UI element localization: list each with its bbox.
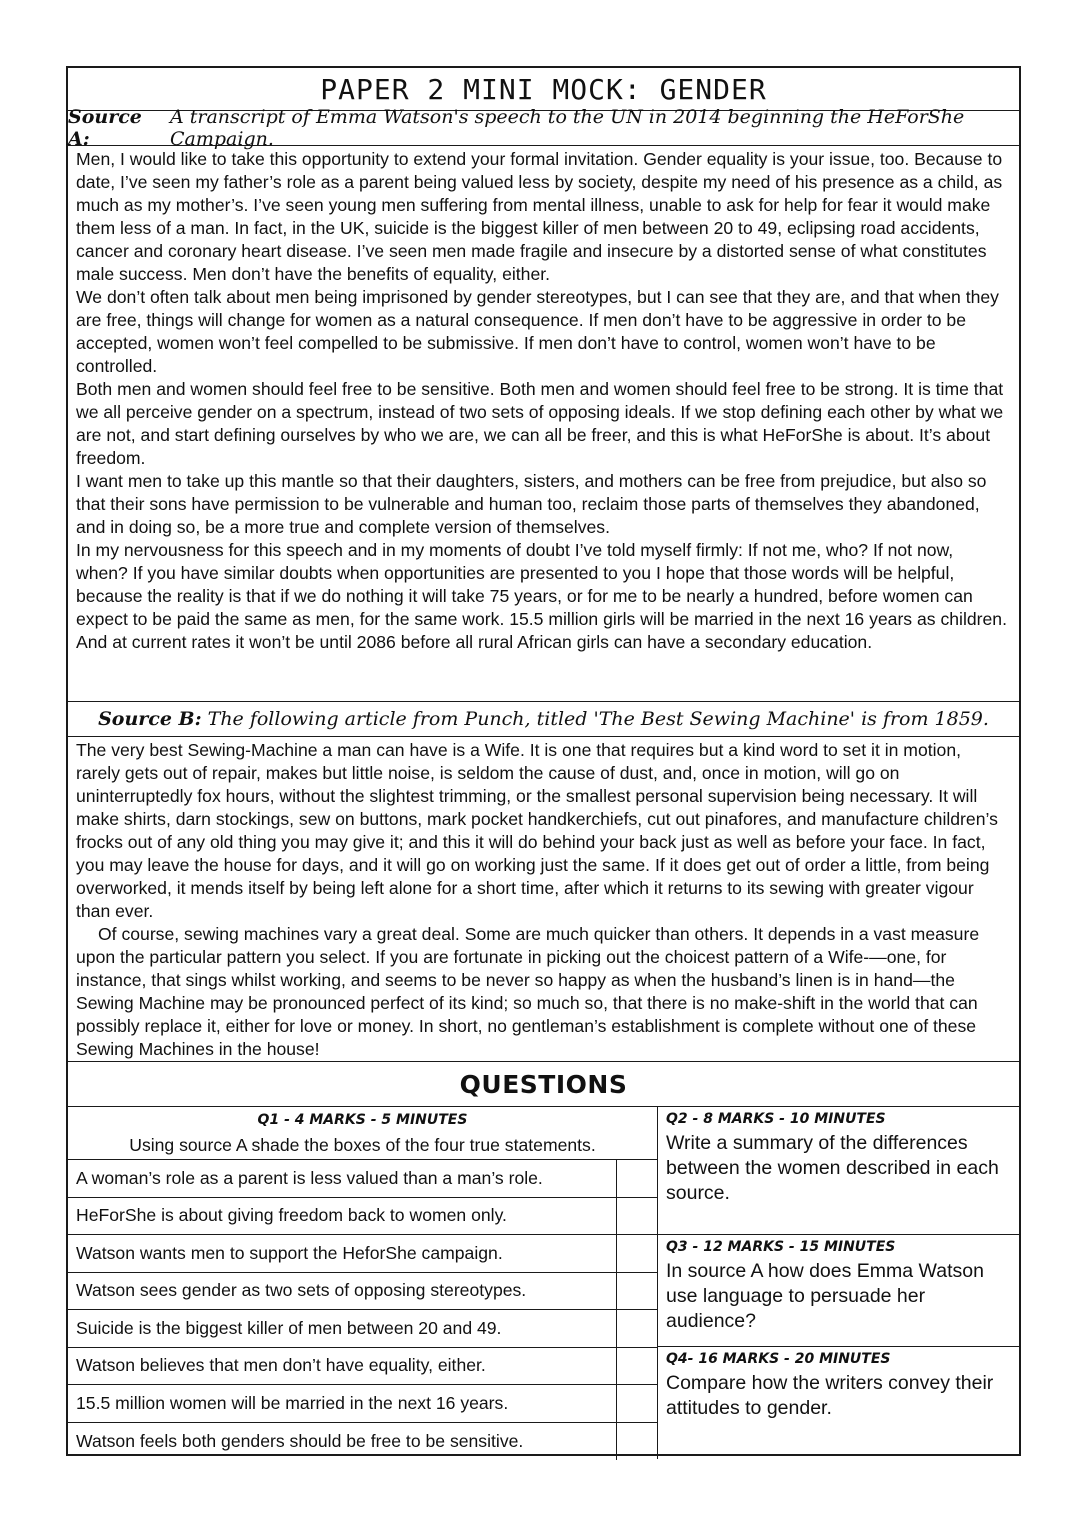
question-3 (658, 1235, 1019, 1347)
statement-row (68, 1160, 657, 1198)
statement-row (68, 1310, 657, 1348)
statement-text: 15.5 million women will be married in the next 16 years. (76, 1392, 509, 1413)
source-a-paragraph: Both men and women should feel free to be sensitive. Both men and women should feel free to be strong. It is time that we all perceive gender on a spectrum, instead of two sets of opposing ideals. If we stop defining each other by what we are not, and start defining ourselves by who we are, we can all be freer, and this is what HeForShe is about. It’s about freedom. (76, 379, 1004, 468)
q3-heading: Q3 - 12 MARKS - 15 MINUTES (666, 1239, 896, 1255)
answer-checkbox[interactable] (616, 1423, 657, 1461)
source-b-description: The following article from Punch, titled 'The Best Sewing Machine' is from 1859. (207, 708, 989, 730)
statement-row (68, 1273, 657, 1311)
answer-checkbox[interactable] (616, 1310, 657, 1347)
answer-checkbox[interactable] (616, 1273, 657, 1310)
source-a-paragraph: We don’t often talk about men being imprisoned by gender stereotypes, but I can see that they are, and that when they are free, things will change for women as a natural consequence. If men don’t have to be aggressive in order to be accepted, women won’t feel compelled to be submissive. If men don’t have to control, women won’t have to be controlled. (76, 287, 999, 376)
questions-heading: QUESTIONS (68, 1062, 1019, 1107)
q4-text: Compare how the writers convey their attitudes to gender. (666, 1372, 994, 1419)
question-1 (68, 1107, 658, 1459)
statement-row (68, 1385, 657, 1423)
source-b-paragraph: The very best Sewing-Machine a man can have is a Wife. It is one that requires but a kind word to set it in motion, rarely gets out of repair, makes but little noise, is seldom the cause of dust, and, once in motion, will go on uninterruptedly fox hours, without the slightest trimming, or the smallest personal supervision being necessary. It will make shirts, darn stockings, sew on buttons, mark pocket handkerchiefs, cut out pinafores, and manufacture children’s frocks out of any old thing you may give it; and this it will do behind your back just as well as before your face. In fact, you may leave the house for days, and it will go on working just the same. If it does get out of order a little, from being overworked, it mends itself by being left alone for a short time, after which it returns to its sewing with greater vigour than ever. (76, 740, 998, 921)
source-a-label: Source A: (68, 106, 142, 150)
statement-text: Suicide is the biggest killer of men between 20 and 49. (76, 1317, 502, 1338)
source-b-text (68, 737, 1019, 1062)
q2-text: Write a summary of the differences between the women described in each source. (666, 1132, 999, 1204)
answer-checkbox[interactable] (616, 1235, 657, 1272)
statement-text: HeForShe is about giving freedom back to women only. (76, 1205, 507, 1226)
source-a-paragraph: I want men to take up this mantle so that their daughters, sisters, and mothers can be free from prejudice, but also so that their sons have permission to be vulnerable and human too, reclaim those parts of themselves they abandoned, and in doing so, be a more true and complete version of themselves. (76, 471, 987, 537)
page-title: PAPER 2 MINI MOCK: GENDER (68, 68, 1019, 111)
source-a-heading (68, 106, 1019, 150)
statement-text: Watson believes that men don’t have equality, either. (76, 1355, 486, 1376)
statement-row (68, 1423, 657, 1461)
source-b-heading (68, 702, 1019, 737)
answer-checkbox[interactable] (616, 1385, 657, 1422)
statement-text: Watson wants men to support the HeforShe campaign. (76, 1242, 503, 1263)
q3-text: In source A how does Emma Watson use language to persuade her audience? (666, 1260, 984, 1332)
source-a-text (68, 146, 1019, 702)
q1-heading: Q1 - 4 MARKS - 5 MINUTES (257, 1112, 468, 1128)
answer-checkbox[interactable] (616, 1160, 657, 1197)
statement-text: Watson feels both genders should be free to be sensitive. (76, 1430, 524, 1451)
answer-checkbox[interactable] (616, 1198, 657, 1235)
source-a-paragraph: In my nervousness for this speech and in my moments of doubt I’ve told myself firmly: If not me, who? If not now, when? If you have similar doubts when opportunities are presented to you I hope that those words will be helpful, because the reality is that if we do nothing it will take 75 years, or for me to be nearly a hundred, before women can expect to be paid the same as men, for the same work. 15.5 million girls will be married in the next 16 years as children. And at current rates it won’t be until 2086 before all rural African girls can have a secondary education. (76, 540, 1007, 652)
source-b-label: Source B: (98, 708, 202, 730)
worksheet (66, 66, 1021, 1456)
q1-instruction: Using source A shade the boxes of the four true statements. (68, 1133, 657, 1160)
answer-checkbox[interactable] (616, 1348, 657, 1385)
source-b-paragraph: Of course, sewing machines vary a great deal. Some are much quicker than others. It depends in a vast measure upon the particular pattern you select. If you are fortunate in picking out the choicest pattern of a Wife-—one, for instance, that sings whilst working, and seems to be never so happy as when the husband’s linen is in hand—the Sewing Machine may be pronounced perfect of its kind; so much so, that there is no make-shift in the world that can possibly replace it, either for love or money. In short, no gentleman’s establishment is complete without one of these Sewing Machines in the house! (76, 924, 980, 1059)
statement-row (68, 1348, 657, 1386)
q4-heading: Q4- 16 MARKS - 20 MINUTES (666, 1351, 891, 1367)
statement-text: Watson sees gender as two sets of opposing stereotypes. (76, 1280, 527, 1301)
questions-right-column (658, 1107, 1019, 1459)
statement-text: A woman’s role as a parent is less valued than a man’s role. (76, 1167, 543, 1188)
question-4 (658, 1347, 1019, 1455)
q2-heading: Q2 - 8 MARKS - 10 MINUTES (666, 1111, 886, 1127)
statement-row (68, 1235, 657, 1273)
statement-row (68, 1198, 657, 1236)
source-a-paragraph: Men, I would like to take this opportunity to extend your formal invitation. Gender equality is your issue, too. Because to date, I’ve seen my father’s role as a parent being valued less by society, despite my need of his presence as a child, as much as my mother’s. I’ve seen young men suffering from mental illness, unable to ask for help for fear it would make them less of a man. In fact, in the UK, suicide is the biggest killer of men between 20 to 49, eclipsing road accidents, cancer and coronary heart disease. I’ve seen men made fragile and insecure by a distorted sense of what constitutes male success. Men don’t have the benefits of equality, either. (76, 149, 1003, 284)
question-2 (658, 1107, 1019, 1235)
source-a-description: A transcript of Emma Watson's speech to the UN in 2014 beginning the HeForShe Campaign. (170, 106, 965, 150)
questions-area (68, 1107, 1019, 1459)
